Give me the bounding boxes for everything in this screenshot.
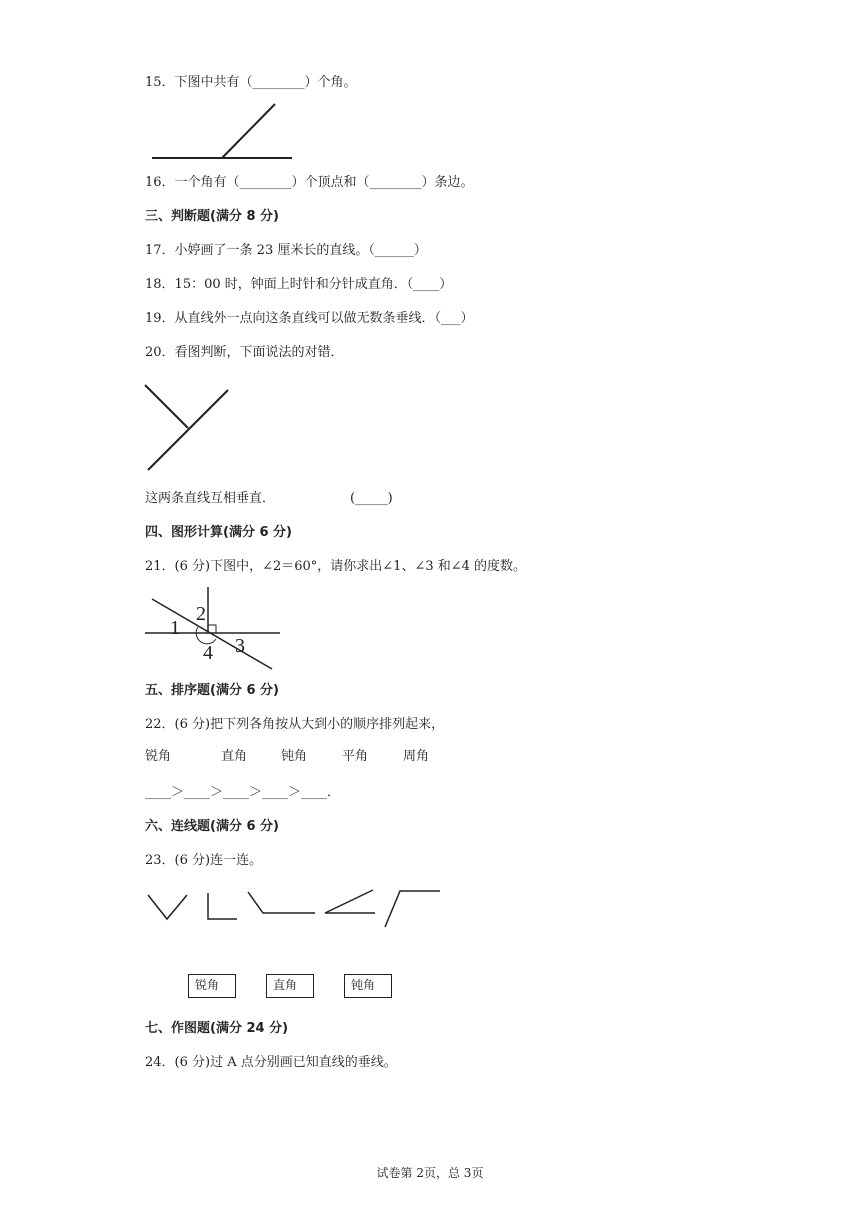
question-22: 22．(6 分)把下列各角按从大到小的顺序排列起来，: [145, 717, 445, 732]
angle-type-full: 周角: [403, 749, 430, 764]
angle-type-right: 直角: [221, 749, 248, 764]
question-19: 19．从直线外一点向这条直线可以做无数条垂线．（___）: [145, 311, 474, 326]
question-21: 21．(6 分)下图中，∠2＝60°，请你求出∠1、∠3 和∠4 的度数。: [145, 559, 527, 574]
section-7-heading: 七、作图题(满分 24 分): [145, 1021, 289, 1036]
question-20: 20．看图判断，下面说法的对错．: [145, 345, 344, 360]
page-footer: 试卷第 2页，总 3页: [376, 1166, 484, 1180]
section-4-heading: 四、图形计算(满分 6 分): [145, 525, 292, 540]
angle-shapes-q23: [145, 885, 445, 935]
section-6-heading: 六、连线题(满分 6 分): [145, 819, 279, 834]
angle-type-acute: 锐角: [145, 749, 172, 764]
angle-label-4: 4: [203, 642, 213, 664]
section-5-heading: 五、排序题(满分 6 分): [145, 683, 279, 698]
angle-type-straight: 平角: [342, 749, 369, 764]
question-15: 15．下图中共有（________）个角。: [145, 75, 357, 90]
perpendicular-figure-q20: [140, 380, 235, 475]
match-box-right: 直角: [266, 974, 314, 998]
angle-figure-q15: [150, 102, 295, 162]
section-3-heading: 三、判断题(满分 8 分): [145, 209, 279, 224]
angle-figure-q21: [140, 585, 285, 675]
question-18: 18．15：00 时，钟面上时针和分针成直角．（____）: [145, 277, 453, 292]
angle-label-1: 1: [170, 617, 180, 639]
question-16: 16．一个角有（________）个顶点和（________）条边。: [145, 175, 474, 190]
match-box-obtuse: 钝角: [344, 974, 392, 998]
question-20-blank: (_____): [350, 491, 393, 506]
question-24: 24．(6 分)过 A 点分别画已知直线的垂线。: [145, 1055, 397, 1070]
question-23: 23．(6 分)连一连。: [145, 853, 263, 868]
question-20-statement: 这两条直线互相垂直．: [145, 491, 276, 506]
angle-type-obtuse: 钝角: [281, 749, 308, 764]
angle-label-3: 3: [235, 635, 245, 657]
question-17: 17．小婷画了一条 23 厘米长的直线。（______）: [145, 243, 427, 258]
question-22-blanks: ____＞____＞____＞____＞____．: [145, 785, 341, 800]
angle-label-2: 2: [196, 603, 206, 625]
match-box-acute: 锐角: [188, 974, 236, 998]
